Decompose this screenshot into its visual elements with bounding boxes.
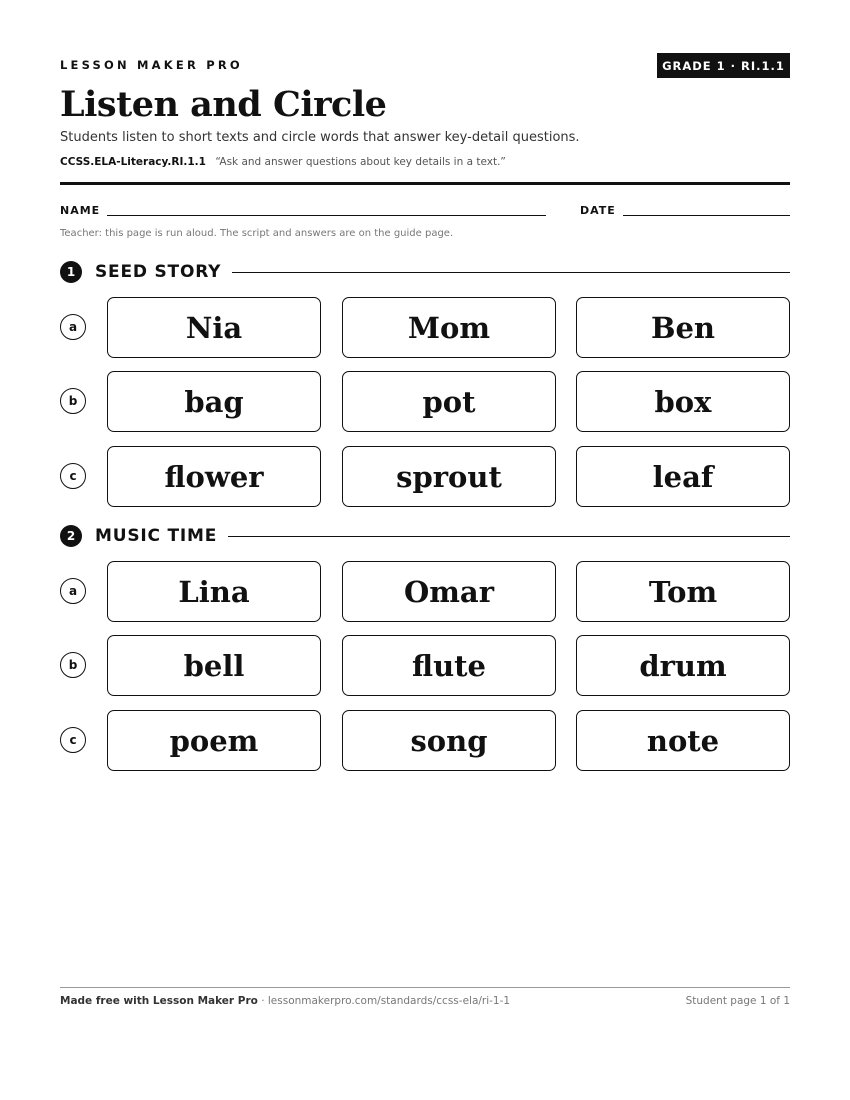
section-header-2 — [60, 524, 790, 548]
word-choice[interactable]: Ben — [576, 297, 790, 358]
word-choice[interactable]: poem — [107, 710, 321, 771]
word-choice[interactable]: Lina — [107, 561, 321, 622]
section-number: 1 — [60, 261, 82, 283]
word-choice[interactable]: leaf — [576, 446, 790, 507]
footer-made-with: Made free with Lesson Maker Pro — [60, 995, 258, 1007]
footer-url[interactable]: · lessonmakerpro.com/standards/ccss-ela/ri-1-1 — [257, 995, 511, 1007]
word-choice[interactable]: flute — [342, 635, 556, 696]
footer-credit — [60, 995, 510, 1007]
question-row — [60, 371, 790, 433]
word-choice[interactable]: Nia — [107, 297, 321, 358]
teacher-note: Teacher: this page is run aloud. The script and answers are on the guide page. — [60, 228, 454, 239]
section-divider — [228, 536, 790, 537]
name-label: NAME — [60, 204, 101, 217]
row-letter: b — [60, 388, 86, 414]
standard-text: “Ask and answer questions about key details in a text.” — [215, 156, 506, 168]
name-field[interactable] — [107, 215, 546, 216]
word-choice[interactable]: pot — [342, 371, 556, 432]
section-title: SEED STORY — [95, 262, 222, 282]
footer-page-number: Student page 1 of 1 — [685, 995, 790, 1007]
row-letter: a — [60, 578, 86, 604]
word-choice[interactable]: bag — [107, 371, 321, 432]
grade-badge: GRADE 1 · RI.1.1 — [657, 53, 790, 78]
word-choice[interactable]: Tom — [576, 561, 790, 622]
row-letter: b — [60, 652, 86, 678]
row-letter: a — [60, 314, 86, 340]
standard-line — [60, 156, 506, 168]
word-choice[interactable]: drum — [576, 635, 790, 696]
section-title: MUSIC TIME — [95, 526, 218, 546]
question-row — [60, 635, 790, 697]
word-choice[interactable]: Omar — [342, 561, 556, 622]
brand-name: LESSON MAKER PRO — [60, 58, 243, 72]
word-choice[interactable]: sprout — [342, 446, 556, 507]
question-row — [60, 446, 790, 508]
section-number: 2 — [60, 525, 82, 547]
question-row — [60, 710, 790, 772]
word-choice[interactable]: box — [576, 371, 790, 432]
footer-divider — [60, 987, 790, 988]
word-choice[interactable]: flower — [107, 446, 321, 507]
word-choice[interactable]: bell — [107, 635, 321, 696]
page-subtitle: Students listen to short texts and circle words that answer key-detail questions. — [60, 130, 580, 145]
question-row — [60, 561, 790, 623]
row-letter: c — [60, 727, 86, 753]
word-choice[interactable]: song — [342, 710, 556, 771]
standard-code: CCSS.ELA-Literacy.RI.1.1 — [60, 156, 206, 168]
section-header-1 — [60, 260, 790, 284]
header-divider — [60, 182, 790, 185]
word-choice[interactable]: note — [576, 710, 790, 771]
page-title: Listen and Circle — [60, 84, 387, 125]
date-field[interactable] — [623, 215, 790, 216]
section-divider — [232, 272, 790, 273]
row-letter: c — [60, 463, 86, 489]
question-row — [60, 297, 790, 359]
word-choice[interactable]: Mom — [342, 297, 556, 358]
date-label: DATE — [580, 204, 616, 217]
